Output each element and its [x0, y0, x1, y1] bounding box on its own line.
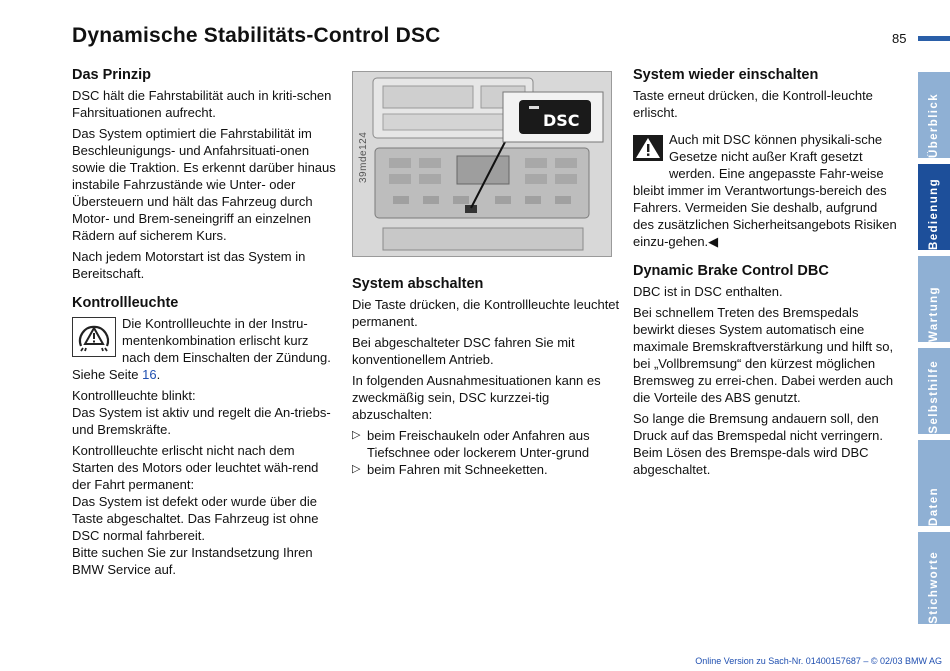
list-item — [352, 427, 622, 461]
paragraph-text: Die Kontrollleuchte in der Instru-mentenkombination erlischt kurz nach dem Einschalten der Zündung. Siehe Seite — [72, 316, 331, 382]
heading-system-wieder-einschalten: System wieder einschalten — [633, 67, 819, 83]
tab-selbsthilfe[interactable] — [918, 348, 950, 434]
text-line: Bitte suchen Sie zur Instandsetzung Ihren BMW Service auf. — [72, 545, 313, 577]
tab-label: Bedienung — [928, 177, 940, 250]
header-accent-bar — [918, 36, 950, 41]
paragraph: Das System optimiert die Fahrstabilität im Beschleunigungs- und Anfahrsituati-onen sowie die Traktion. Es erkennt darüber hinaus instabile Fahrzustände wie Unter- oder Übersteuern und hält das Fahrzeug durch Motor- und Brem-seneingriff an einzelnen Rädern auf sicherem Kurs. — [72, 126, 336, 243]
paragraph-end: . — [156, 367, 161, 382]
paragraph: So lange die Bremsung andauern soll, den Druck auf das Bremspedal nicht verringern. Beim Lösen des Bremspe-dals wird DBC abgeschaltet. — [633, 411, 884, 477]
column-right — [633, 66, 901, 482]
paragraph — [72, 387, 340, 438]
tab-ueberblick[interactable] — [918, 72, 950, 158]
heading-das-prinzip: Das Prinzip — [72, 67, 151, 83]
figure-code: 39mde124 — [358, 131, 369, 183]
tab-label: Daten — [928, 487, 940, 526]
paragraph: Bei schnellem Treten des Bremspedals bewirkt dieses System automatisch eine maximale Bremskraftverstärkung und hilft so, bei „Vollbremsung“ den kürzest möglichen Bremsweg zu errei-chen. Dabei werden auch die Vorteile des ABS genutzt. — [633, 305, 894, 405]
text-line: Kontrollleuchte erlischt nicht nach dem Starten des Motors oder leuchtet wäh-rend der Fahrt permanent: — [72, 443, 319, 492]
dsc-button-label: DSC — [543, 111, 580, 130]
triangle-bullet-icon: ▷ — [352, 463, 361, 475]
paragraph: Bei abgeschalteter DSC fahren Sie mit konventionellem Antrieb. — [352, 335, 575, 367]
tab-label: Stichworte — [928, 551, 940, 624]
paragraph: In folgenden Ausnahmesituationen kann es zweckmäßig sein, DSC kurzzei-tig abzuschalten: — [352, 373, 601, 422]
dsc-warning-lamp-icon — [72, 317, 116, 361]
tab-wartung[interactable] — [918, 256, 950, 342]
page-number: 85 — [892, 31, 907, 46]
tab-label: Überblick — [928, 92, 940, 158]
paragraph — [72, 442, 340, 578]
column-middle — [352, 275, 622, 478]
tab-daten[interactable] — [918, 440, 950, 526]
heading-kontrollleuchte: Kontrollleuchte — [72, 295, 179, 311]
paragraph: Taste erneut drücken, die Kontroll-leuchte erlischt. — [633, 88, 873, 120]
paragraph: Die Taste drücken, die Kontrollleuchte leuchtet permanent. — [352, 297, 620, 329]
page-title: Dynamische Stabilitäts-Control DSC — [72, 24, 441, 47]
warning-paragraph — [633, 131, 901, 250]
footer-copyright: Online Version zu Sach-Nr. 01400157687 – © 02/03 BMW AG — [695, 656, 942, 666]
tab-label: Selbsthilfe — [928, 360, 940, 434]
list-item — [352, 461, 622, 478]
console-illustration — [353, 72, 611, 256]
dsc-button-figure — [352, 71, 612, 257]
text-line: Das System ist defekt oder wurde über die Taste abgeschaltet. Das Fahrzeug ist ohne DSC normal fahrbereit. — [72, 494, 319, 543]
end-mark-icon: ◀ — [708, 234, 719, 249]
text-line: Kontrollleuchte blinkt: — [72, 388, 196, 403]
warning-text: Auch mit DSC können physikali-sche Gesetze nicht außer Kraft gesetzt werden. Eine angepasste Fahr-weise bleibt immer im Verantwortungs-bereich des Fahrers. Vermeiden Sie deshalb, aufgrund des zusätzlichen Sicherheitsangebots Risiken einzu-gehen. — [633, 132, 897, 249]
tab-bedienung[interactable] — [918, 164, 950, 250]
column-left — [72, 66, 340, 582]
tab-label: Wartung — [928, 285, 940, 342]
page-link[interactable]: 16 — [142, 367, 157, 382]
paragraph — [72, 315, 340, 383]
paragraph: Nach jedem Motorstart ist das System in Bereitschaft. — [72, 249, 306, 281]
list-item-text: beim Fahren mit Schneeketten. — [367, 462, 548, 477]
heading-system-abschalten: System abschalten — [352, 276, 484, 292]
warning-icon — [633, 135, 663, 165]
tab-stichworte[interactable] — [918, 532, 950, 624]
paragraph: DBC ist in DSC enthalten. — [633, 284, 783, 299]
list-item-text: beim Freischaukeln oder Anfahren aus Tiefschnee oder lockerem Unter-grund — [367, 428, 590, 460]
text-line: Das System ist aktiv und regelt die An-triebs- und Bremskräfte. — [72, 405, 331, 437]
heading-dbc: Dynamic Brake Control DBC — [633, 263, 829, 279]
triangle-bullet-icon: ▷ — [352, 429, 361, 441]
paragraph: DSC hält die Fahrstabilität auch in kriti-schen Fahrsituationen aufrecht. — [72, 88, 332, 120]
